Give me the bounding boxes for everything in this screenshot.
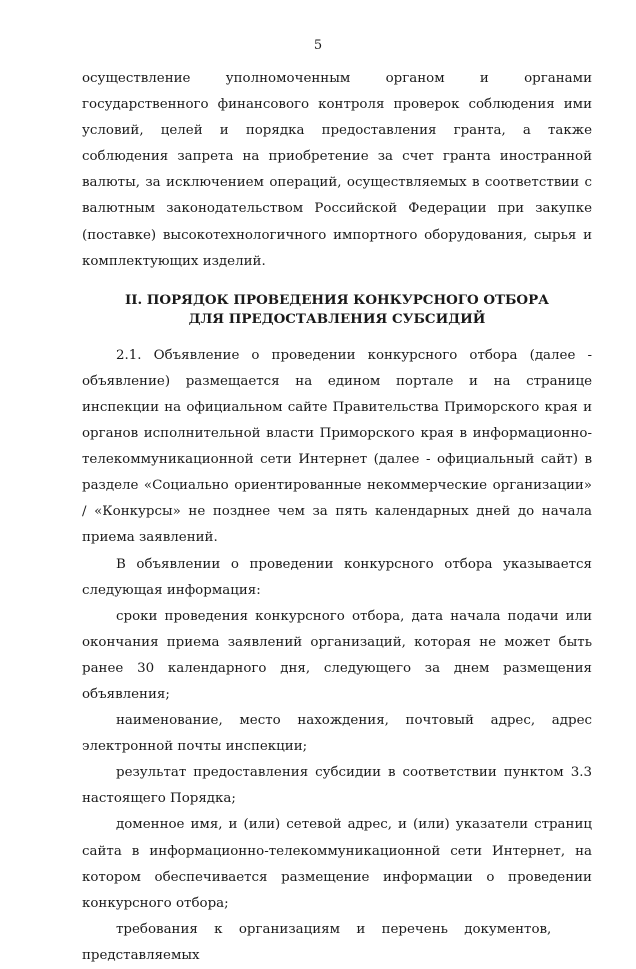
- paragraph-announcement-info: В объявлении о проведении конкурсного отбора указывается следующая информация:: [82, 556, 592, 598]
- intro-paragraph: осуществление уполномоченным органом и органами государственного финансового контроля проверок соблюдения ими условий, целей и порядка предоставления гранта, а также соблюдения запрета на приобретение за счет гранта иностранной валюты, за исключением операций, осуществляемых в соответствии с валютным законодательством Российской Федерации при закупке (поставке) высокотехнологичного импортного оборудования, сырья и комплектующих изделий.: [82, 71, 592, 269]
- paragraph-inspection-address: наименование, место нахождения, почтовый адрес, адрес электронной почты инспекции;: [82, 713, 592, 755]
- section-heading-line-1: II. ПОРЯДОК ПРОВЕДЕНИЯ КОНКУРСНОГО ОТБОРА: [124, 291, 550, 308]
- paragraph-domain-name: доменное имя, и (или) сетевой адрес, и (или) указатели страниц сайта в информационно-телекоммуникационной сети Интернет, на котором обеспечивается размещение информации о проведении конкурсного отбора;: [82, 817, 592, 911]
- paragraph-deadlines: сроки проведения конкурсного отбора, дата начала подачи или окончания приема заявлений организаций, которая не может быть ранее 30 календарного дня, следующего за днем размещения объявления;: [82, 608, 592, 702]
- section-heading-line-2: ДЛЯ ПРЕДОСТАВЛЕНИЯ СУБСИДИЙ: [188, 310, 486, 327]
- paragraph-requirements: требования к организациям и перечень документов, представляемых: [82, 921, 552, 963]
- page-number: 5: [313, 38, 323, 53]
- section-heading: [82, 291, 592, 329]
- paragraph-2-1: 2.1. Объявление о проведении конкурсного отбора (далее - объявление) размещается на едином портале и на странице инспекции на официальном сайте Правительства Приморского края и органов исполнительной власти Приморского края в информационно-телекоммуникационной сети Интернет (далее - официальный сайт) в разделе «Социально ориентированные некоммерческие организации» / «Конкурсы» не позднее чем за пять календарных дней до начала приема заявлений.: [82, 347, 592, 546]
- paragraph-subsidy-result: результат предоставления субсидии в соответствии пунктом 3.3 настоящего Порядка;: [82, 765, 592, 807]
- document-body: [82, 66, 592, 969]
